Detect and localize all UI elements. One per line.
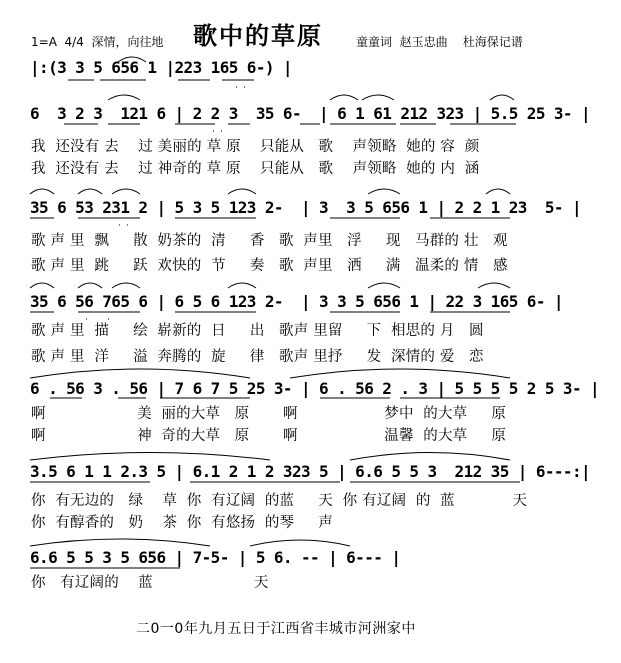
lyric-row-3-verse-2: 歌 声 里 洋 溢 奔腾的 旋 律 歌声 里抒 发 深情的 爱 恋: [31, 349, 484, 365]
lyric-row-5-verse-1: 你 有无边的 绿 草 你 有辽阔 的蓝 天 你 有辽阔 的 蓝 天: [31, 493, 528, 509]
phrase-slur: [350, 453, 510, 461]
lyric-row-5-verse-2: 你 有醇香的 奶 茶 你 有悠扬 的琴 声: [31, 515, 333, 531]
notation-row-4: 6 . 56 3 . 56 | 7 6 7 5 25 3- | 6 . 56 2 . 3 | 5 5 5 5 2 5 3- |: [30, 379, 600, 398]
song-title: 歌中的草原: [193, 22, 323, 50]
slur-mark: [112, 189, 140, 194]
lyric-row-4-verse-1: 啊 美 丽的大草 原 啊 梦中 的大草 原: [31, 406, 507, 422]
lyric-row-3-verse-1: 歌 声 里 描 绘 崭新的 日 出 歌声 里留 下 相思的 月 圆: [31, 323, 484, 339]
slur-mark: [78, 283, 102, 288]
lyric-row-2-verse-1: 歌 声 里 飘 散 奶茶的 清 香 歌 声里 浮 现 马群的 壮 观: [31, 233, 508, 249]
lyric-row-6-verse-1: 你 有辽阔的 蓝 天: [31, 575, 269, 591]
slur-mark: [486, 189, 510, 194]
lyric-row-1-verse-1: 我 还没有 去 过 美丽的 草 原 只能从 歌 声领略 她的 容 颜: [31, 139, 480, 155]
slur-mark: [368, 283, 400, 288]
slur-mark: [362, 95, 394, 100]
slur-mark: [78, 189, 102, 194]
song-credits: 童童词 赵玉忠曲 杜海保记谱: [356, 35, 523, 49]
lyric-row-2-verse-2: 歌 声 里 跳 跃 欢快的 节 奏 歌 声里 洒 满 温柔的 情 感: [31, 258, 508, 274]
slur-mark: [478, 283, 510, 288]
notation-row-3: 35 6 56 765 6 | 6 5 6 123 2- | 3 3 5 656 1 | 22 3 165 6- |: [30, 292, 563, 311]
slur-mark: [30, 189, 54, 194]
slur-mark: [30, 283, 54, 288]
phrase-slur: [30, 453, 270, 461]
slur-mark: [228, 189, 256, 194]
intro-notation: |:(3 3 5 656 1 |223 165 6-) |: [30, 58, 292, 77]
slur-mark: [368, 189, 400, 194]
key-signature: 1=A 4/4 深情，向往地: [31, 35, 164, 49]
slur-mark: [490, 95, 514, 100]
phrase-slur: [30, 369, 250, 378]
notation-row-6: 6.6 5 5 3 5 656 | 7-5- | 5 6. -- | 6--- |: [30, 548, 401, 567]
slur-mark: [108, 95, 140, 100]
phrase-slur: [250, 540, 350, 546]
slur-mark: [112, 283, 140, 288]
phrase-slur: [290, 369, 510, 378]
lyric-row-4-verse-2: 啊 神 奇的大草 原 啊 温馨 的大草 原: [31, 428, 507, 444]
notation-row-1: 6 3 2 3 121 6 | 2 2 3 35 6- | 6 1 61 212 323 | 5.5 25 3- |: [30, 104, 591, 123]
notation-row-2: 35 6 53 231 2 | 5 3 5 123 2- | 3 3 5 656 1 | 2 2 1 23 5- |: [30, 198, 582, 217]
slur-mark: [330, 95, 358, 100]
phrase-slur: [30, 539, 210, 546]
composition-date-footer: 二0一0年九月五日于江西省丰城市河洲家中: [136, 621, 416, 637]
notation-row-5: 3.5 6 1 1 2.3 5 | 6.1 2 1 2 323 5 | 6.6 5 5 3 212 35 | 6---:|: [30, 462, 591, 481]
lyric-row-1-verse-2: 我 还没有 去 过 神奇的 草 原 只能从 歌 声领略 她的 内 涵: [31, 161, 480, 177]
slur-mark: [228, 283, 256, 288]
